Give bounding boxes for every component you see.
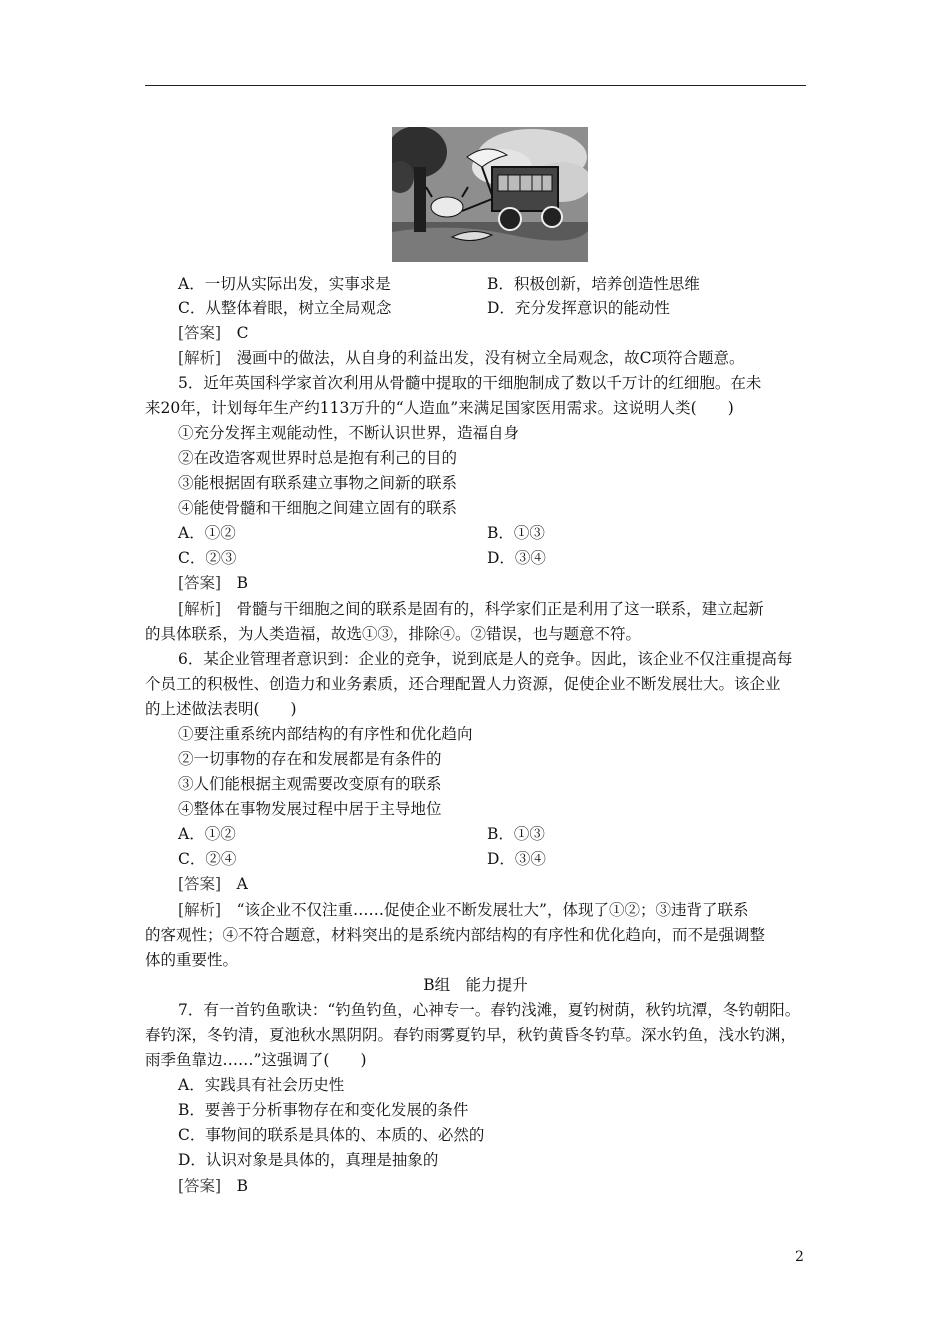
q5-item-1: ①充分发挥主观能动性，不断认识世界，造福自身 xyxy=(178,424,520,442)
q5-stem-line-1: 5．近年英国科学家首次利用从骨髓中提取的干细胞制成了数以千万计的红细胞。在未 xyxy=(178,374,762,392)
q5-item-4: ④能使骨髓和干细胞之间建立固有的联系 xyxy=(178,499,458,517)
q5-option-c: C．②③ xyxy=(178,549,237,567)
q6-option-c: C．②④ xyxy=(178,850,237,868)
q5-item-3: ③能根据固有联系建立事物之间新的联系 xyxy=(178,474,458,492)
analysis-text: “该企业不仅注重……促使企业不断发展壮大”，体现了①②；③违背了联系 xyxy=(236,901,749,919)
q5-stem-line-2: 来20年，计划每年生产约113万升的“人造血”来满足国家医用需求。这说明人类( ) xyxy=(145,399,734,417)
q5-analysis-line-1 xyxy=(178,599,764,619)
cartoon-illustration xyxy=(392,127,588,262)
q5-option-d: D．③④ xyxy=(487,549,546,567)
header-rule xyxy=(145,85,806,86)
q6-item-1: ①要注重系统内部结构的有序性和优化趋向 xyxy=(178,725,473,743)
q6-item-2: ②一切事物的存在和发展都是有条件的 xyxy=(178,750,442,768)
answer-tag: [答案] xyxy=(178,324,222,342)
q4-option-a: A．一切从实际出发，实事求是 xyxy=(178,275,391,293)
q6-analysis-line-1 xyxy=(178,900,748,920)
q5-analysis-line-2: 的具体联系，为人类造福，故选①③，排除④。②错误，也与题意不符。 xyxy=(145,625,642,643)
q6-option-a: A．①② xyxy=(178,825,236,843)
q6-option-d: D．③④ xyxy=(487,850,546,868)
q6-item-3: ③人们能根据主观需要改变原有的联系 xyxy=(178,775,442,793)
q5-option-b: B．①③ xyxy=(487,524,545,542)
answer-value: B xyxy=(236,1177,249,1195)
q7-option-b: B．要善于分析事物存在和变化发展的条件 xyxy=(178,1101,469,1119)
q5-option-a: A．①② xyxy=(178,524,236,542)
q4-option-d: D．充分发挥意识的能动性 xyxy=(487,299,670,317)
q6-option-b: B．①③ xyxy=(487,825,545,843)
q6-stem-line-2: 个员工的积极性、创造力和业务素质，还合理配置人力资源，促使企业不断发展壮大。该企业 xyxy=(145,675,781,693)
answer-value: B xyxy=(236,574,249,592)
q5-item-2: ②在改造客观世界时总是抱有利己的目的 xyxy=(178,449,458,467)
answer-tag: [答案] xyxy=(178,574,222,592)
analysis-tag: [解析] xyxy=(178,600,222,618)
q7-answer xyxy=(178,1176,248,1196)
analysis-tag: [解析] xyxy=(178,349,222,367)
q4-answer xyxy=(178,323,249,343)
analysis-tag: [解析] xyxy=(178,901,222,919)
answer-value: C xyxy=(236,324,249,342)
analysis-text: 漫画中的做法，从自身的利益出发，没有树立全局观念，故C项符合题意。 xyxy=(236,349,745,367)
q7-stem-line-2: 春钓深，冬钓清，夏池秋水黑阴阴。春钓雨雾夏钓早，秋钓黄昏冬钓草。深水钓鱼，浅水钓渊， xyxy=(145,1026,797,1044)
q4-option-b: B．积极创新，培养创造性思维 xyxy=(487,275,700,293)
answer-tag: [答案] xyxy=(178,875,222,893)
page-number: 2 xyxy=(795,1249,804,1265)
answer-value: A xyxy=(236,875,248,893)
q7-stem-line-3: 雨季鱼靠边……”这强调了( ) xyxy=(145,1051,367,1069)
q6-item-4: ④整体在事物发展过程中居于主导地位 xyxy=(178,800,442,818)
q4-analysis xyxy=(178,348,745,368)
q6-analysis-line-2: 的客观性；④不符合题意，材料突出的是系统内部结构的有序性和优化趋向，而不是强调整 xyxy=(145,926,766,944)
q6-stem-line-1: 6．某企业管理者意识到：企业的竞争，说到底是人的竞争。因此，该企业不仅注重提高每 xyxy=(178,650,793,668)
analysis-text: 骨髓与干细胞之间的联系是固有的，科学家们正是利用了这一联系，建立起新 xyxy=(236,600,764,618)
q7-option-a: A．实践具有社会历史性 xyxy=(178,1076,345,1094)
section-heading: B组 能力提升 xyxy=(423,976,528,994)
q7-stem-line-1: 7．有一首钓鱼歌诀：“钓鱼钓鱼，心神专一。春钓浅滩，夏钓树荫，秋钓坑潭，冬钓朝阳。 xyxy=(178,1001,801,1019)
q6-answer xyxy=(178,874,248,894)
q6-analysis-line-3: 体的重要性。 xyxy=(145,951,239,969)
q4-option-c: C．从整体着眼，树立全局观念 xyxy=(178,299,392,317)
q6-stem-line-3: 的上述做法表明( ) xyxy=(145,700,297,718)
q5-answer xyxy=(178,573,248,593)
answer-tag: [答案] xyxy=(178,1177,222,1195)
q7-option-c: C．事物间的联系是具体的、本质的、必然的 xyxy=(178,1126,485,1144)
q7-option-d: D．认识对象是具体的，真理是抽象的 xyxy=(178,1151,439,1169)
